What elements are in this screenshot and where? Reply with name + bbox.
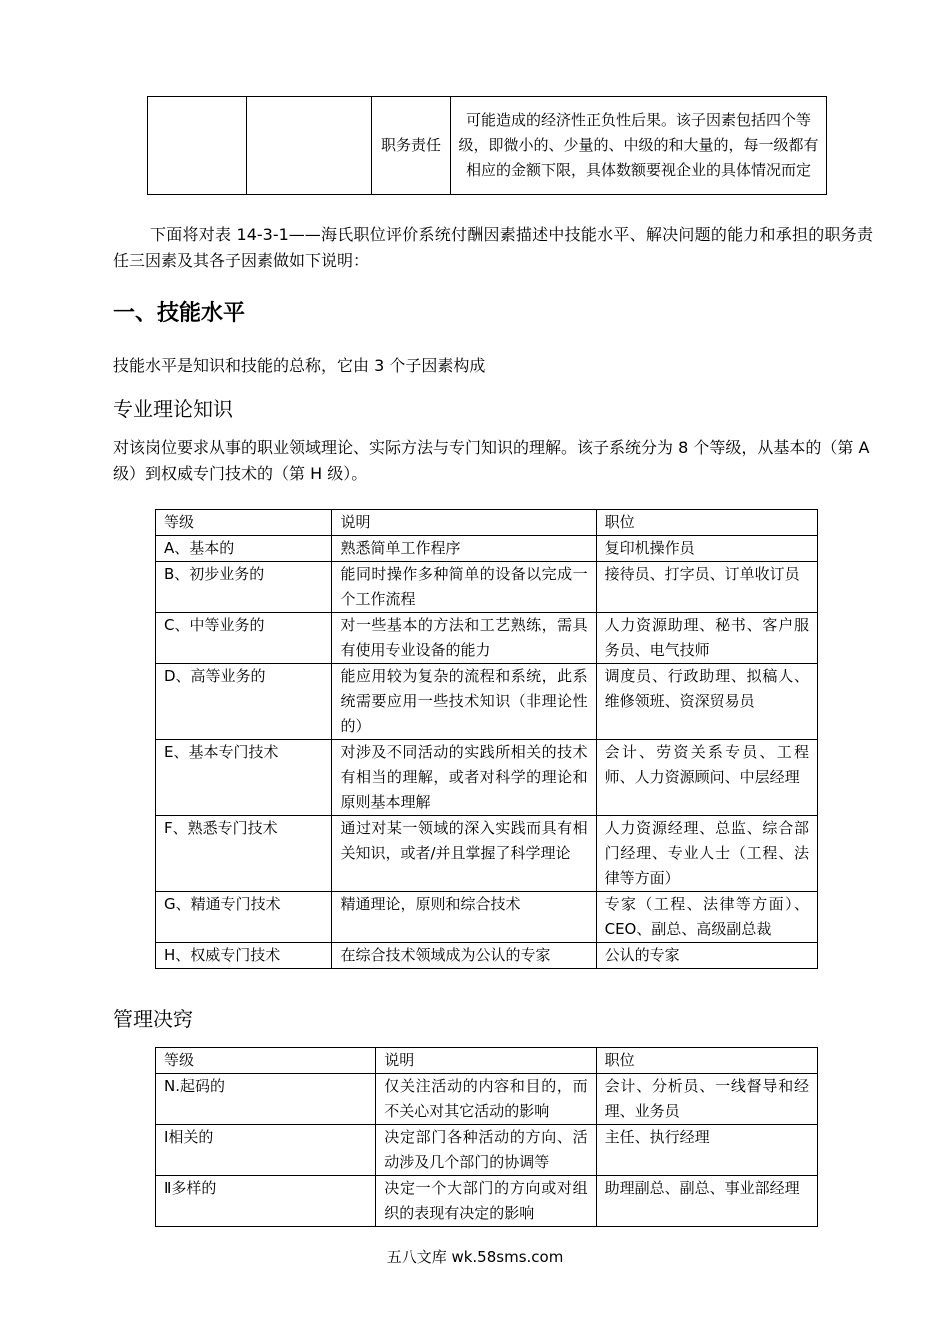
table-header-cell: 说明 (376, 1048, 596, 1074)
table-cell: 熟悉简单工作程序 (332, 536, 596, 562)
top-continuation-table (147, 96, 827, 195)
subsection-text-theory: 对该岗位要求从事的职业领域理论、实际方法与专门知识的理解。该子系统分为 8 个等级，从基本的（第 A 级）到权威专门技术的（第 H 级）。 (113, 438, 870, 483)
table-cell: E、基本专门技术 (156, 740, 332, 816)
table-cell: N.起码的 (156, 1074, 376, 1125)
table-row (156, 536, 818, 562)
table-cell-factor: 职务责任 (372, 97, 451, 195)
table-cell: 对涉及不同活动的实践所相关的技术有相当的理解，或者对科学的理论和原则基本理解 (332, 740, 596, 816)
table-cell-empty (247, 97, 372, 195)
table-row (156, 664, 818, 740)
section-heading-skill: 一、技能水平 (113, 301, 246, 326)
table-cell: 助理副总、副总、事业部经理 (596, 1176, 817, 1227)
subsection-heading-management: 管理决窍 (113, 1007, 193, 1031)
table-cell: 会计、分析员、一线督导和经理、业务员 (596, 1074, 817, 1125)
page-footer: 五八文库 wk.58sms.com (386, 1248, 564, 1266)
table-cell: B、初步业务的 (156, 562, 332, 613)
table-header-row (156, 1048, 818, 1074)
table-cell: Ⅰ相关的 (156, 1125, 376, 1176)
table-cell: 接待员、打字员、订单收订员 (596, 562, 817, 613)
table-cell: H、权威专门技术 (156, 943, 332, 969)
table-header-cell: 职位 (596, 1048, 817, 1074)
table-cell: 决定部门各种活动的方向、活动涉及几个部门的协调等 (376, 1125, 596, 1176)
table-row (148, 97, 827, 195)
table-cell: 复印机操作员 (596, 536, 817, 562)
table-row (156, 740, 818, 816)
table-row (156, 943, 818, 969)
table-cell: 人力资源经理、总监、综合部门经理、专业人士（工程、法律等方面） (596, 816, 817, 892)
table-cell: 会计、劳资关系专员、工程师、人力资源顾问、中层经理 (596, 740, 817, 816)
table-cell: G、精通专门技术 (156, 892, 332, 943)
subsection-heading-theory: 专业理论知识 (113, 397, 233, 421)
table-cell: 在综合技术领域成为公认的专家 (332, 943, 596, 969)
table-row (156, 892, 818, 943)
table-row (156, 1125, 818, 1176)
table-cell: 能同时操作多种简单的设备以完成一个工作流程 (332, 562, 596, 613)
table-row (156, 816, 818, 892)
table-row (156, 1074, 818, 1125)
table-cell: 公认的专家 (596, 943, 817, 969)
table-cell: 精通理论，原则和综合技术 (332, 892, 596, 943)
table-header-cell: 等级 (156, 1048, 376, 1074)
table-cell: F、熟悉专门技术 (156, 816, 332, 892)
table-cell: 专家（工程、法律等方面）、CEO、副总、高级副总裁 (596, 892, 817, 943)
table-row (156, 613, 818, 664)
table-cell: Ⅱ多样的 (156, 1176, 376, 1227)
table-cell: 人力资源助理、秘书、客户服务员、电气技师 (596, 613, 817, 664)
table-cell: 调度员、行政助理、拟稿人、维修领班、资深贸易员 (596, 664, 817, 740)
table-cell: 仅关注活动的内容和目的，而不关心对其它活动的影响 (376, 1074, 596, 1125)
table-header-cell: 说明 (332, 510, 596, 536)
table-cell: C、中等业务的 (156, 613, 332, 664)
table-row (156, 1176, 818, 1227)
table-cell: 能应用较为复杂的流程和系统，此系统需要应用一些技术知识（非理论性的） (332, 664, 596, 740)
table-cell: A、基本的 (156, 536, 332, 562)
table-header-row (156, 510, 818, 536)
table-cell-empty (148, 97, 247, 195)
table-cell: 对一些基本的方法和工艺熟练，需具有使用专业设备的能力 (332, 613, 596, 664)
table-cell: 决定一个大部门的方向或对组织的表现有决定的影响 (376, 1176, 596, 1227)
table-cell-description: 可能造成的经济性正负性后果。该子因素包括四个等级，即微小的、少量的、中级的和大量的，每一级都有相应的金额下限，具体数额要视企业的具体情况而定 (451, 97, 827, 195)
theory-knowledge-table (155, 509, 818, 969)
table-cell: D、高等业务的 (156, 664, 332, 740)
table-cell: 通过对某一领域的深入实践而具有相关知识，或者/并且掌握了科学理论 (332, 816, 596, 892)
table-cell: 主任、执行经理 (596, 1125, 817, 1176)
table-row (156, 562, 818, 613)
table-header-cell: 职位 (596, 510, 817, 536)
section-text-skill: 技能水平是知识和技能的总称，它由 3 个子因素构成 (113, 356, 486, 375)
table-header-cell: 等级 (156, 510, 332, 536)
management-table (155, 1047, 818, 1227)
intro-paragraph: 下面将对表 14-3-1——海氏职位评价系统付酬因素描述中技能水平、解决问题的能力和承担的职务责任三因素及其各子因素做如下说明： (113, 225, 873, 270)
